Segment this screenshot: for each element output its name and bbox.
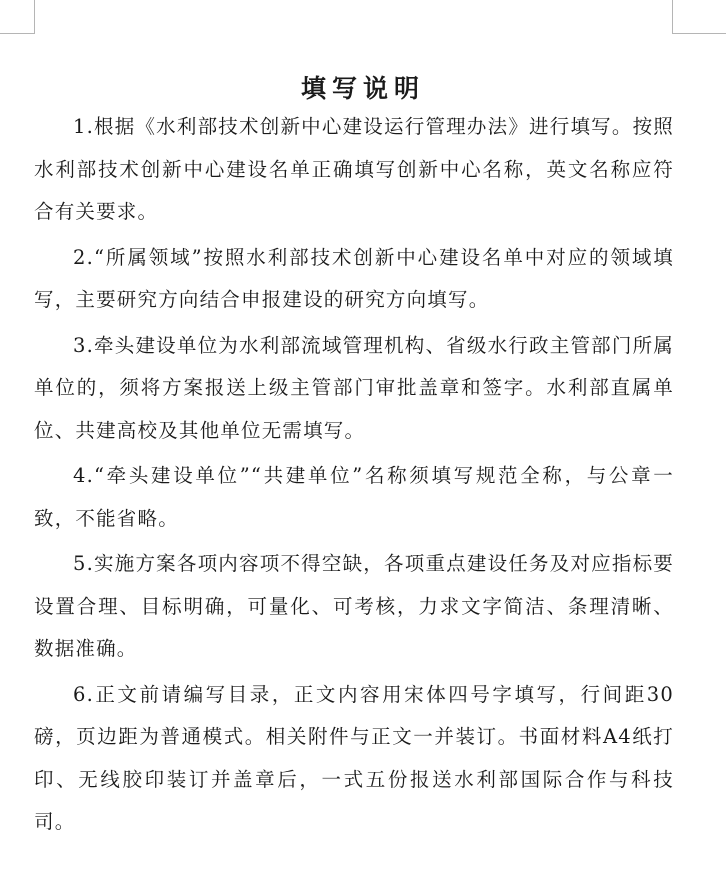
- page-title: 填写说明: [300, 73, 425, 103]
- instruction-paragraph-3: 3.牵头建设单位为水利部流域管理机构、省级水行政主管部门所属单位的，须将方案报送上级主管部门审批盖章和签字。水利部直属单位、共建高校及其他单位无需填写。: [34, 333, 674, 442]
- crop-mark-top-right-horizontal: [672, 33, 726, 34]
- crop-mark-top-left-horizontal: [0, 33, 34, 34]
- instruction-paragraph-2: 2.“所属领域”按照水利部技术创新中心建设名单中对应的领域填写，主要研究方向结合申报建设的研究方向填写。: [34, 245, 674, 311]
- instructions-body: [34, 106, 674, 847]
- instruction-paragraph-4: 4.“牵头建设单位”“共建单位”名称须填写规范全称，与公章一致，不能省略。: [34, 464, 674, 530]
- crop-mark-top-right-vertical: [672, 0, 673, 34]
- instruction-paragraph-6: 6.正文前请编写目录，正文内容用宋体四号字填写，行间距30磅，页边距为普通模式。相关附件与正文一并装订。书面材料A4纸打印、无线胶印装订并盖章后，一式五份报送水利部国际合作与科技司。: [34, 682, 674, 833]
- instruction-paragraph-1: 1.根据《水利部技术创新中心建设运行管理办法》进行填写。按照水利部技术创新中心建设名单正确填写创新中心名称，英文名称应符合有关要求。: [34, 115, 674, 223]
- crop-mark-top-left-vertical: [34, 0, 35, 34]
- instruction-paragraph-5: 5.实施方案各项内容项不得空缺，各项重点建设任务及对应指标要设置合理、目标明确，可量化、可考核，力求文字简洁、条理清晰、数据准确。: [34, 552, 674, 660]
